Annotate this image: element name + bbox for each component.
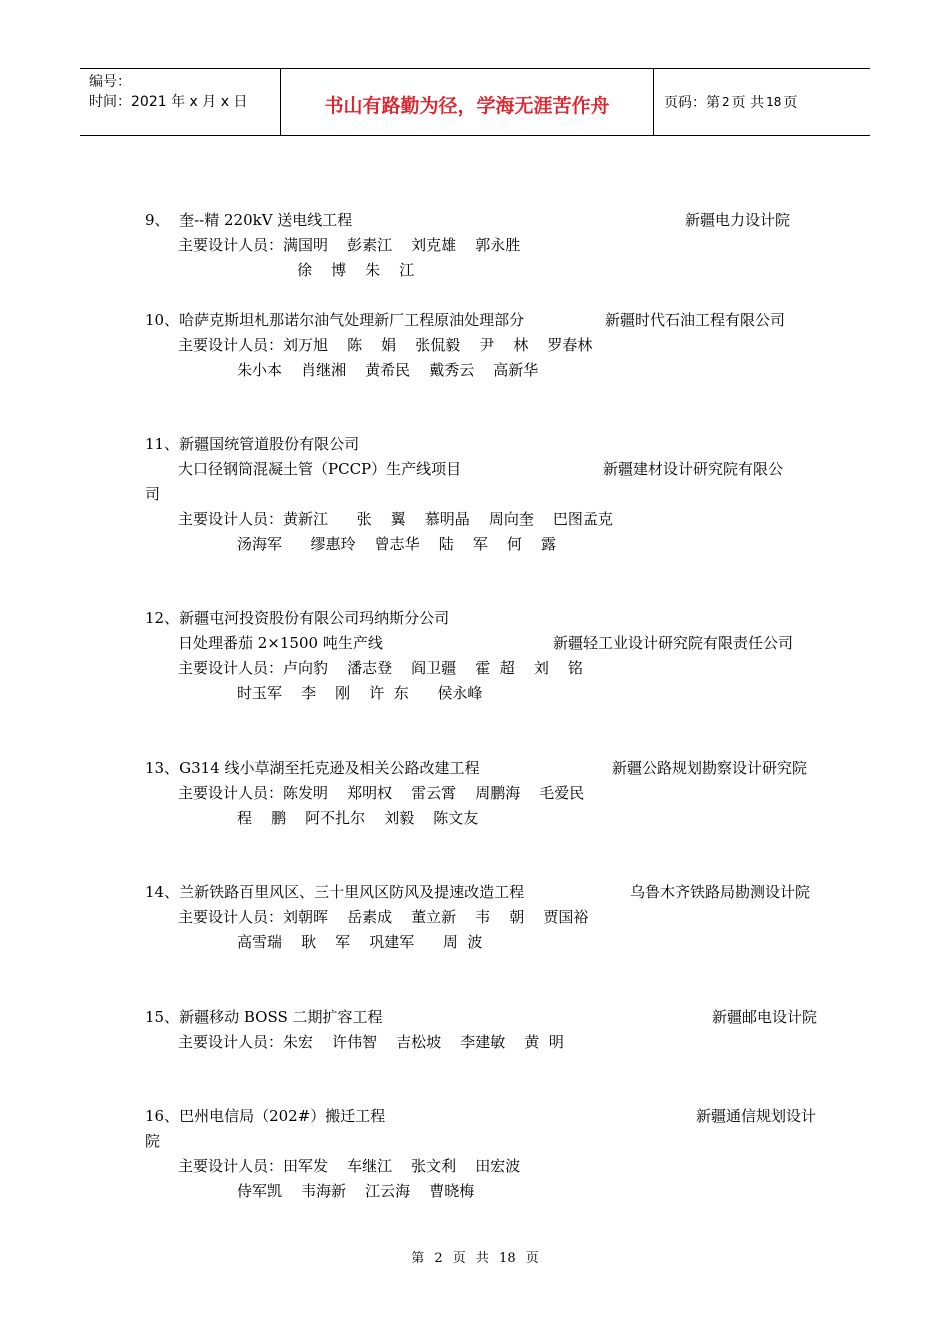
- entry-org: 新疆通信规划设计: [696, 1107, 817, 1125]
- entry-org: 新疆时代石油工程有限公司: [605, 311, 786, 329]
- entry-title: 9、 奎--精 220kV 送电线工程: [145, 211, 353, 229]
- entry-staff: 朱小本 肖继湘 黄希民 戴秀云 高新华: [237, 361, 539, 379]
- entry-title: 12、新疆屯河投资股份有限公司玛纳斯分公司: [145, 609, 450, 627]
- entry-title: 11、新疆国统管道股份有限公司: [145, 435, 360, 453]
- page-total: 18: [766, 95, 782, 109]
- entry-subtitle: 日处理番茄 2×1500 吨生产线: [178, 634, 383, 652]
- entry-org-wrap: 院: [145, 1132, 161, 1150]
- entry-org-wrap: 司: [145, 485, 161, 503]
- entry-staff: 主要设计人员：陈发明 郑明权 雷云霄 周鹏海 毛爱民: [178, 784, 585, 802]
- page-prefix: 页码：第: [664, 95, 720, 111]
- entry-org: 新疆邮电设计院: [712, 1008, 818, 1026]
- header-page-info: [654, 69, 870, 135]
- entry-staff: 主要设计人员：满国明 彭素江 刘克雄 郭永胜: [178, 236, 521, 254]
- entry-subtitle: 大口径钢筒混凝土管（PCCP）生产线项目: [178, 460, 462, 478]
- entry-staff: 时玉军 李 刚 许 东 侯永峰: [237, 684, 483, 702]
- entry-title: 13、G314 线小草湖至托克逊及相关公路改建工程: [145, 759, 480, 777]
- entry-staff: 主要设计人员：刘朝晖 岳素成 董立新 韦 朝 贾国裕: [178, 908, 589, 926]
- entry-staff: 高雪瑞 耿 军 巩建军 周 波: [237, 933, 483, 951]
- header-motto-cell: [281, 69, 654, 135]
- header-motto: 书山有路勤为径，学海无涯苦作舟: [324, 94, 610, 117]
- page-number: 2: [722, 95, 730, 109]
- entry-staff: 主要设计人员：卢向豹 潘志登 阎卫疆 霍 超 刘 铭: [178, 659, 583, 677]
- doc-time-label: 时间：2021 年 x 月 x 日: [89, 94, 248, 110]
- entry-staff: 主要设计人员：黄新江 张 翼 慕明晶 周向奎 巴图孟克: [178, 510, 613, 528]
- page-mid: 页 共: [731, 95, 765, 111]
- entry-staff: 侍军凯 韦海新 江云海 曹晓梅: [237, 1182, 475, 1200]
- page-footer: 第 2 页 共 18 页: [411, 1251, 539, 1266]
- doc-number-label: 编号：: [89, 74, 131, 90]
- entry-org: 新疆建材设计研究院有限公: [603, 460, 784, 478]
- header-meta: [80, 69, 281, 135]
- entry-title: 14、兰新铁路百里风区、三十里风区防风及提速改造工程: [145, 883, 525, 901]
- entry-staff: 程 鹏 阿不扎尔 刘毅 陈文友: [237, 809, 479, 827]
- entry-org: 新疆电力设计院: [685, 211, 791, 229]
- entry-staff: 汤海军 缪惠玲 曾志华 陆 军 何 露: [237, 535, 556, 553]
- entry-title: 15、新疆移动 BOSS 二期扩容工程: [145, 1008, 383, 1026]
- page-suffix: 页: [783, 95, 798, 111]
- page-header: [80, 68, 870, 136]
- entry-staff: 主要设计人员：刘万旭 陈 娟 张侃毅 尹 林 罗春林: [178, 336, 593, 354]
- entry-title: 16、巴州电信局（202#）搬迁工程: [145, 1107, 386, 1125]
- entry-staff: 徐 博 朱 江: [297, 261, 415, 279]
- entry-org: 新疆公路规划勘察设计研究院: [612, 759, 808, 777]
- entry-staff: 主要设计人员：朱宏 许伟智 吉松坡 李建敏 黄 明: [178, 1033, 564, 1051]
- entry-staff: 主要设计人员：田军发 车继江 张文利 田宏波: [178, 1157, 521, 1175]
- entry-org: 新疆轻工业设计研究院有限责任公司: [553, 634, 794, 652]
- entry-title: 10、哈萨克斯坦札那诺尔油气处理新厂工程原油处理部分: [145, 311, 525, 329]
- entry-org: 乌鲁木齐铁路局勘测设计院: [630, 883, 811, 901]
